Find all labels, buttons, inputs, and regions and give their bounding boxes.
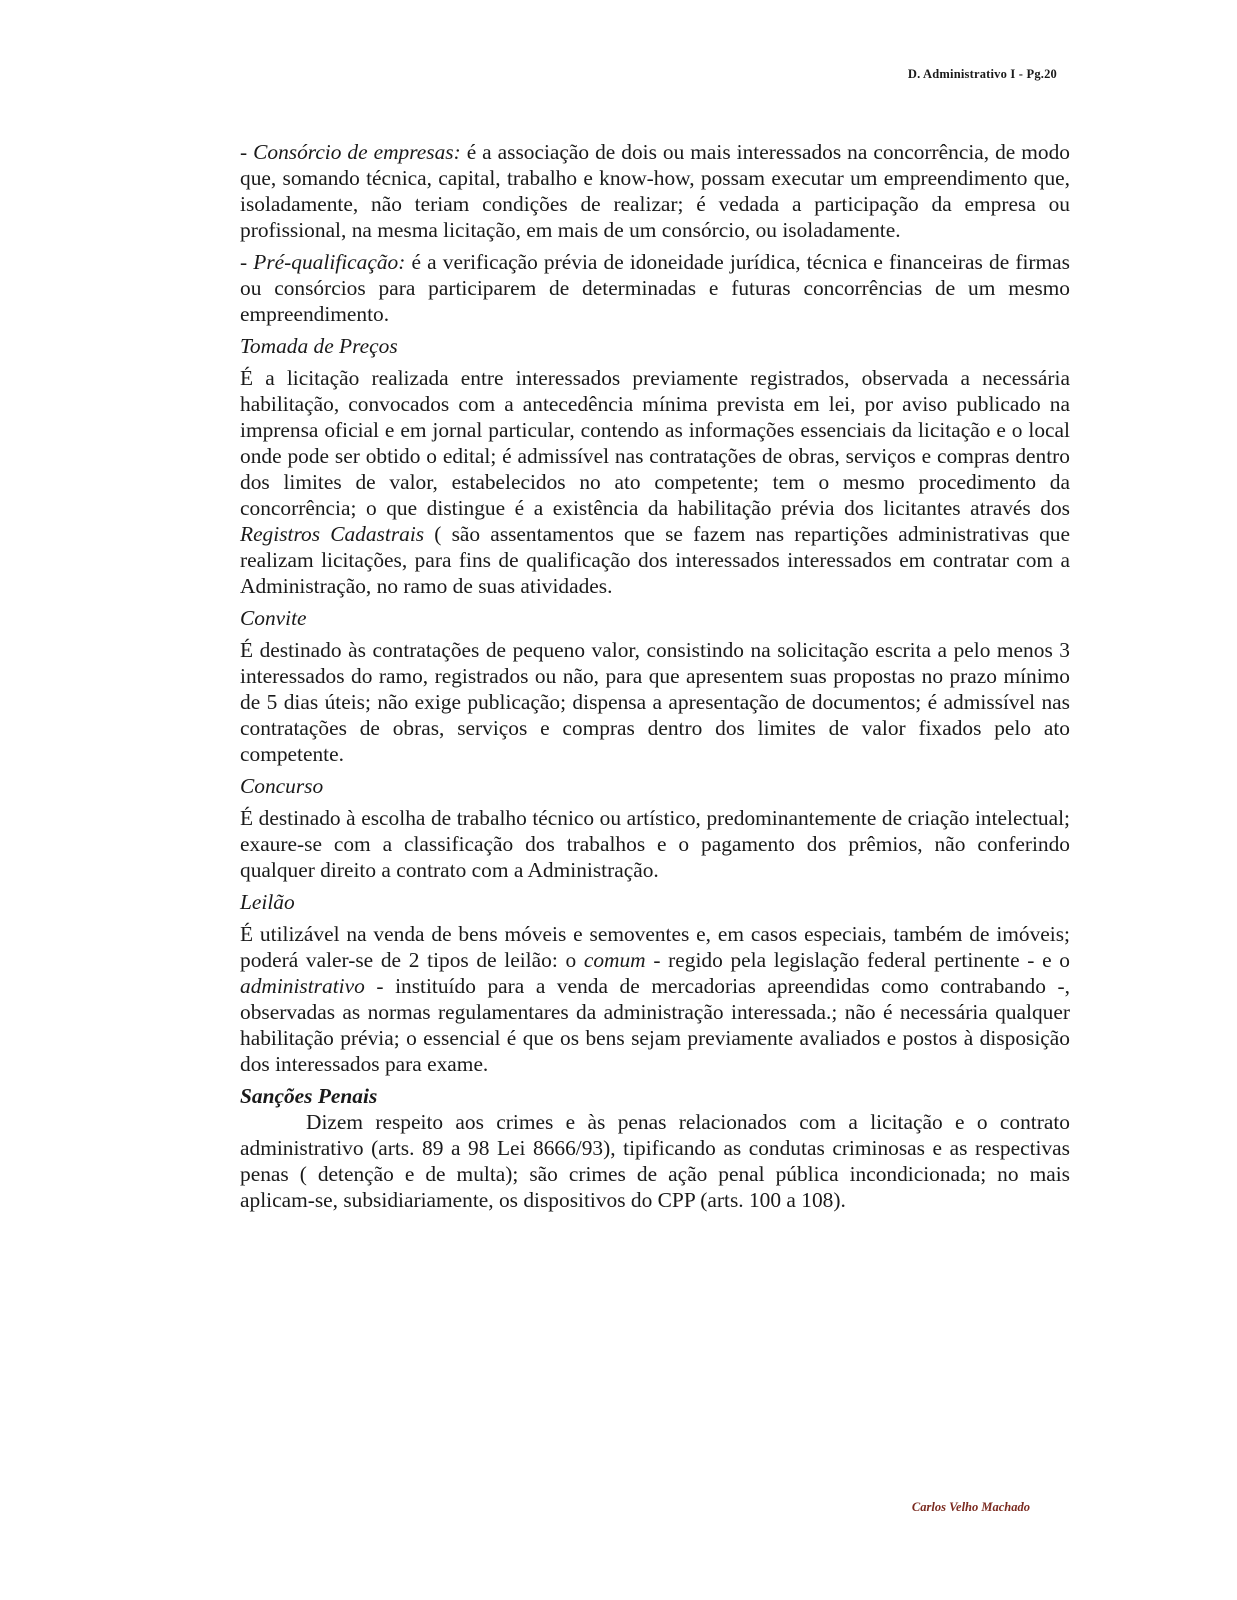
heading-tomada-de-precos: Tomada de Preços <box>240 334 398 358</box>
paragraph-consorcio <box>240 139 1070 243</box>
paragraph-tomada-de-precos <box>240 365 1070 599</box>
consorcio-prefix: - <box>240 140 254 164</box>
paragraph-leilao <box>240 921 1070 1077</box>
paragraph-prequalificacao <box>240 249 1070 327</box>
tomada-text-before: É a licitação realizada entre interessados previamente registrados, observada a necessária habilitação, convocados com a antecedência mínima prevista em lei, por aviso publicado na imprensa oficial e em jornal particular, contendo as informações essenciais da licitação e o local onde pode ser obtido o edital; é admissível nas contratações de obras, serviços e compras dentro dos limites de valor, estabelecidos no ato competente; tem o mesmo procedimento da concorrência; o que distingue é a existência da habilitação prévia dos licitantes através dos <box>240 366 1070 520</box>
paragraph-convite: É destinado às contratações de pequeno valor, consistindo na solicitação escrita a pelo menos 3 interessados do ramo, registrados ou não, para que apresentem suas propostas no prazo mínimo de 5 dias úteis; não exige publicação; dispensa a apresentação de documentos; é admissível nas contratações de obras, serviços e compras dentro dos limites de valor fixados pelo ato competente. <box>240 638 1070 766</box>
heading-leilao: Leilão <box>240 890 295 914</box>
leilao-term-comum: comum <box>583 948 646 972</box>
page-footer-author: Carlos Velho Machado <box>911 1500 1030 1514</box>
document-body <box>240 139 1070 1219</box>
paragraph-sancoes-penais: Dizem respeito aos crimes e às penas relacionados com a licitação e o contrato administrativo (arts. 89 a 98 Lei 8666/93), tipificando as condutas criminosas e as respectivas penas ( detenção e de multa); são crimes de ação penal pública incondicionada; no mais aplicam-se, subsidiariamente, os dispositivos do CPP (arts. 100 a 108). <box>240 1110 1070 1212</box>
prequalificacao-prefix: - <box>240 250 254 274</box>
leilao-text-3: - instituído para a venda de mercadorias apreendidas como contrabando -, observadas as normas regulamentares da administração interessada.; não é necessária qualquer habilitação prévia; o essencial é que os bens sejam previamente avaliados e postos à disposição dos interessados para exame. <box>240 974 1070 1076</box>
heading-concurso: Concurso <box>240 774 324 798</box>
leilao-text-1: É utilizável na venda de bens móveis e semoventes e, em casos especiais, também de imóveis; poderá valer-se de 2 tipos de leilão: o <box>240 922 1070 972</box>
tomada-text-after: ( são assentamentos que se fazem nas repartições administrativas que realizam licitações, para fins de qualificação dos interessados interessados em contratar com a Administração, no ramo de suas atividades. <box>240 522 1070 598</box>
leilao-term-administrativo: administrativo <box>240 974 365 998</box>
paragraph-concurso: É destinado à escolha de trabalho técnico ou artístico, predominantemente de criação intelectual; exaure-se com a classificação dos trabalhos e o pagamento dos prêmios, não conferindo qualquer direito a contrato com a Administração. <box>240 806 1070 882</box>
tomada-term: Registros Cadastrais <box>240 522 425 546</box>
consorcio-text: é a associação de dois ou mais interessados na concorrência, de modo que, somando técnica, capital, trabalho e know-how, possam executar um empreendimento que, isoladamente, não teriam condições de realizar; é vedada a participação da empresa ou profissional, na mesma licitação, em mais de um consórcio, ou isoladamente. <box>240 140 1070 242</box>
page-header: D. Administrativo I - Pg.20 <box>907 67 1057 81</box>
prequalificacao-term: Pré-qualificação: <box>253 250 406 274</box>
prequalificacao-text: é a verificação prévia de idoneidade jurídica, técnica e financeiras de firmas ou consórcios para participarem de determinadas e futuras concorrências de um mesmo empreendimento. <box>240 250 1070 326</box>
consorcio-term: Consórcio de empresas: <box>253 140 461 164</box>
heading-convite: Convite <box>240 606 307 630</box>
heading-sancoes-penais: Sanções Penais <box>240 1084 378 1108</box>
leilao-text-2: - regido pela legislação federal pertinente - e o <box>645 948 1070 972</box>
